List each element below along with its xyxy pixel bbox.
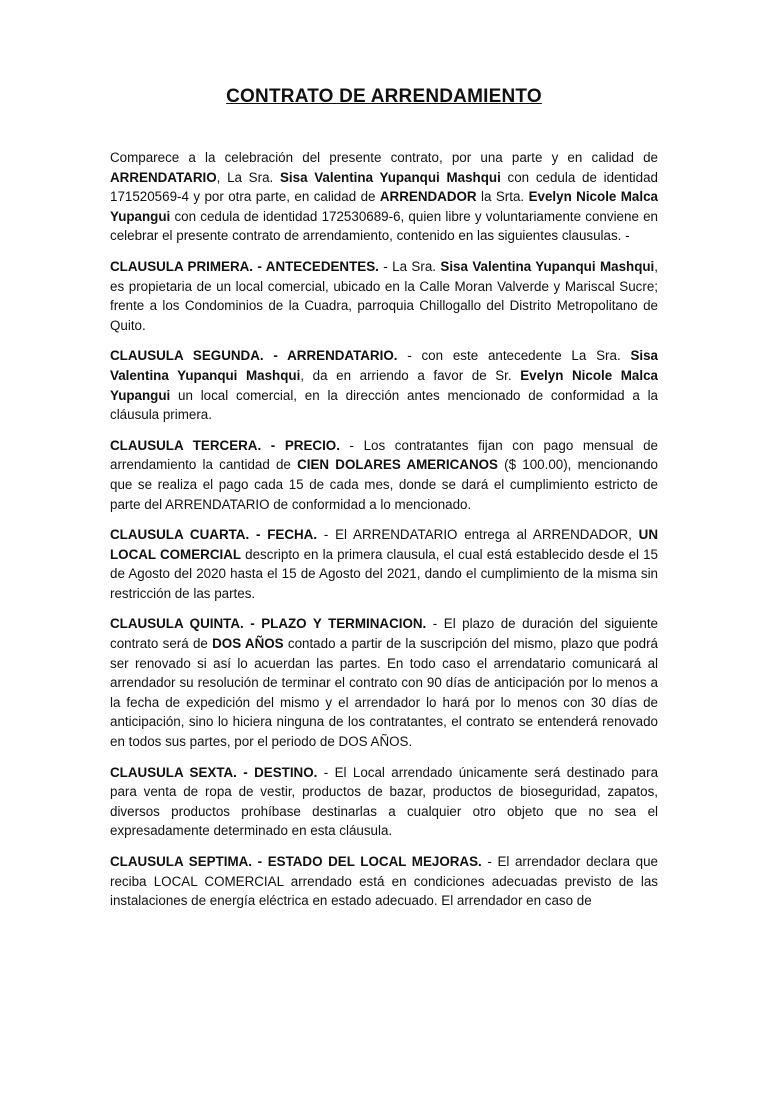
text-run: - El arrendador declara que reciba LOCAL COMERCIAL arrendado está en condiciones adecuadas previsto de las instalaciones de energía eléctrica en estado adecuado. El arrendador en caso de xyxy=(110,854,658,909)
clausula-cuarta xyxy=(110,525,658,603)
text-run: un local comercial, en la dirección antes mencionado de conformidad a la cláusula primera. xyxy=(110,387,658,423)
text-run: ($ 100.00), mencionando que se realiza el pago cada 15 de cada mes, donde se dará el cumplimiento estricto de parte del ARRENDATARIO de conformidad a lo mencionado. xyxy=(110,457,659,512)
text-run: la Srta. xyxy=(476,189,529,205)
bold-run: ARRENDADOR xyxy=(379,189,477,205)
clause-heading: CLAUSULA PRIMERA. - ANTECEDENTES. xyxy=(110,258,379,274)
intro-paragraph xyxy=(110,148,658,246)
document-page xyxy=(0,86,768,1110)
text-run: - con este antecedente La Sra. xyxy=(397,348,631,364)
bold-run: Sisa Valentina Yupanqui Mashqui xyxy=(279,169,501,185)
clause-heading: CLAUSULA QUINTA. - PLAZO Y TERMINACION. xyxy=(110,616,427,632)
text-run: - Los contratantes fijan con pago mensual de arrendamiento la cantidad de xyxy=(110,437,658,473)
text-run: , es propietaria de un local comercial, ubicado en la Calle Moran Valverde y Mariscal Sucre; frente a los Condominios de la Cuadra, parroquia Chillogallo del Distrito Metropolitano de Quito. xyxy=(110,258,659,333)
text-run: con cedula de identidad 172530689-6, quien libre y voluntariamente conviene en celebrar el presente contrato de arrendamiento, contenido en las siguientes clausulas. - xyxy=(110,208,658,244)
text-run: Comparece a la celebración del presente contrato, por una parte y en calidad de xyxy=(110,150,658,165)
bold-run: Sisa Valentina Yupanqui Mashqui xyxy=(110,348,658,383)
bold-run: Sisa Valentina Yupanqui Mashqui xyxy=(440,258,655,274)
clausula-quinta xyxy=(110,614,658,751)
clausula-sexta xyxy=(110,763,658,841)
text-run: contado a partir de la suscripción del mismo, plazo que podrá ser renovado si así lo acuerdan las partes. En todo caso el arrendatario comunicará al arrendador su resolución de terminar el contrato con 90 días de anticipación por lo menos a la fecha de expedición del mismo y el arrendador lo hará por lo menos con 30 días de anticipación, sino lo hiciera ninguna de los contratantes, el contrato se entenderá renovado en todos sus partes, por el periodo de DOS AÑOS. xyxy=(110,636,659,750)
text-run: - La Sra. xyxy=(378,258,441,274)
text-run: con cedula de identidad 171520569-4 y por otra parte, en calidad de xyxy=(110,169,658,205)
bold-run: ARRENDATARIO xyxy=(110,169,217,185)
clausula-tercera xyxy=(110,436,658,514)
text-run: descripto en la primera clausula, el cual está establecido desde el 15 de Agosto del 2020 hasta el 15 de Agosto del 2021, dando el cumplimiento de la misma sin restricción de las partes. xyxy=(110,546,658,601)
clausula-segunda xyxy=(110,346,658,424)
clausula-primera xyxy=(110,257,658,335)
text-run: - El Local arrendado únicamente será destinado para para venta de ropa de vestir, productos de bazar, productos de bioseguridad, zapatos, diversos productos prohíbase destinarlas a cualquier otro objeto que no sea el expresadamente determinado en esta cláusula. xyxy=(110,764,659,839)
clause-heading: CLAUSULA SEPTIMA. - ESTADO DEL LOCAL MEJORAS. xyxy=(110,854,482,869)
text-run: - El ARRENDATARIO entrega al ARRENDADOR, xyxy=(317,527,639,543)
clause-heading: CLAUSULA SEXTA. - DESTINO. xyxy=(110,764,318,780)
document-body xyxy=(110,148,658,911)
bold-run: Evelyn Nicole Malca Yupangui xyxy=(110,189,658,224)
bold-run: DOS AÑOS xyxy=(212,636,284,652)
clause-heading: CLAUSULA SEGUNDA. - ARRENDATARIO. xyxy=(110,348,398,364)
text-run: , La Sra. xyxy=(216,169,280,185)
document-title: CONTRATO DE ARRENDAMIENTO xyxy=(226,86,542,107)
clausula-septima xyxy=(110,852,658,911)
text-run: , da en arriendo a favor de Sr. xyxy=(300,367,521,383)
text-run: - El plazo de duración del siguiente contrato será de xyxy=(110,616,658,652)
clause-heading: CLAUSULA CUARTA. - FECHA. xyxy=(110,527,318,543)
bold-run: UN LOCAL COMERCIAL xyxy=(110,527,658,562)
clause-heading: CLAUSULA TERCERA. - PRECIO. xyxy=(110,437,340,453)
bold-run: Evelyn Nicole Malca Yupangui xyxy=(110,367,658,403)
bold-run: CIEN DOLARES AMERICANOS xyxy=(297,457,498,473)
